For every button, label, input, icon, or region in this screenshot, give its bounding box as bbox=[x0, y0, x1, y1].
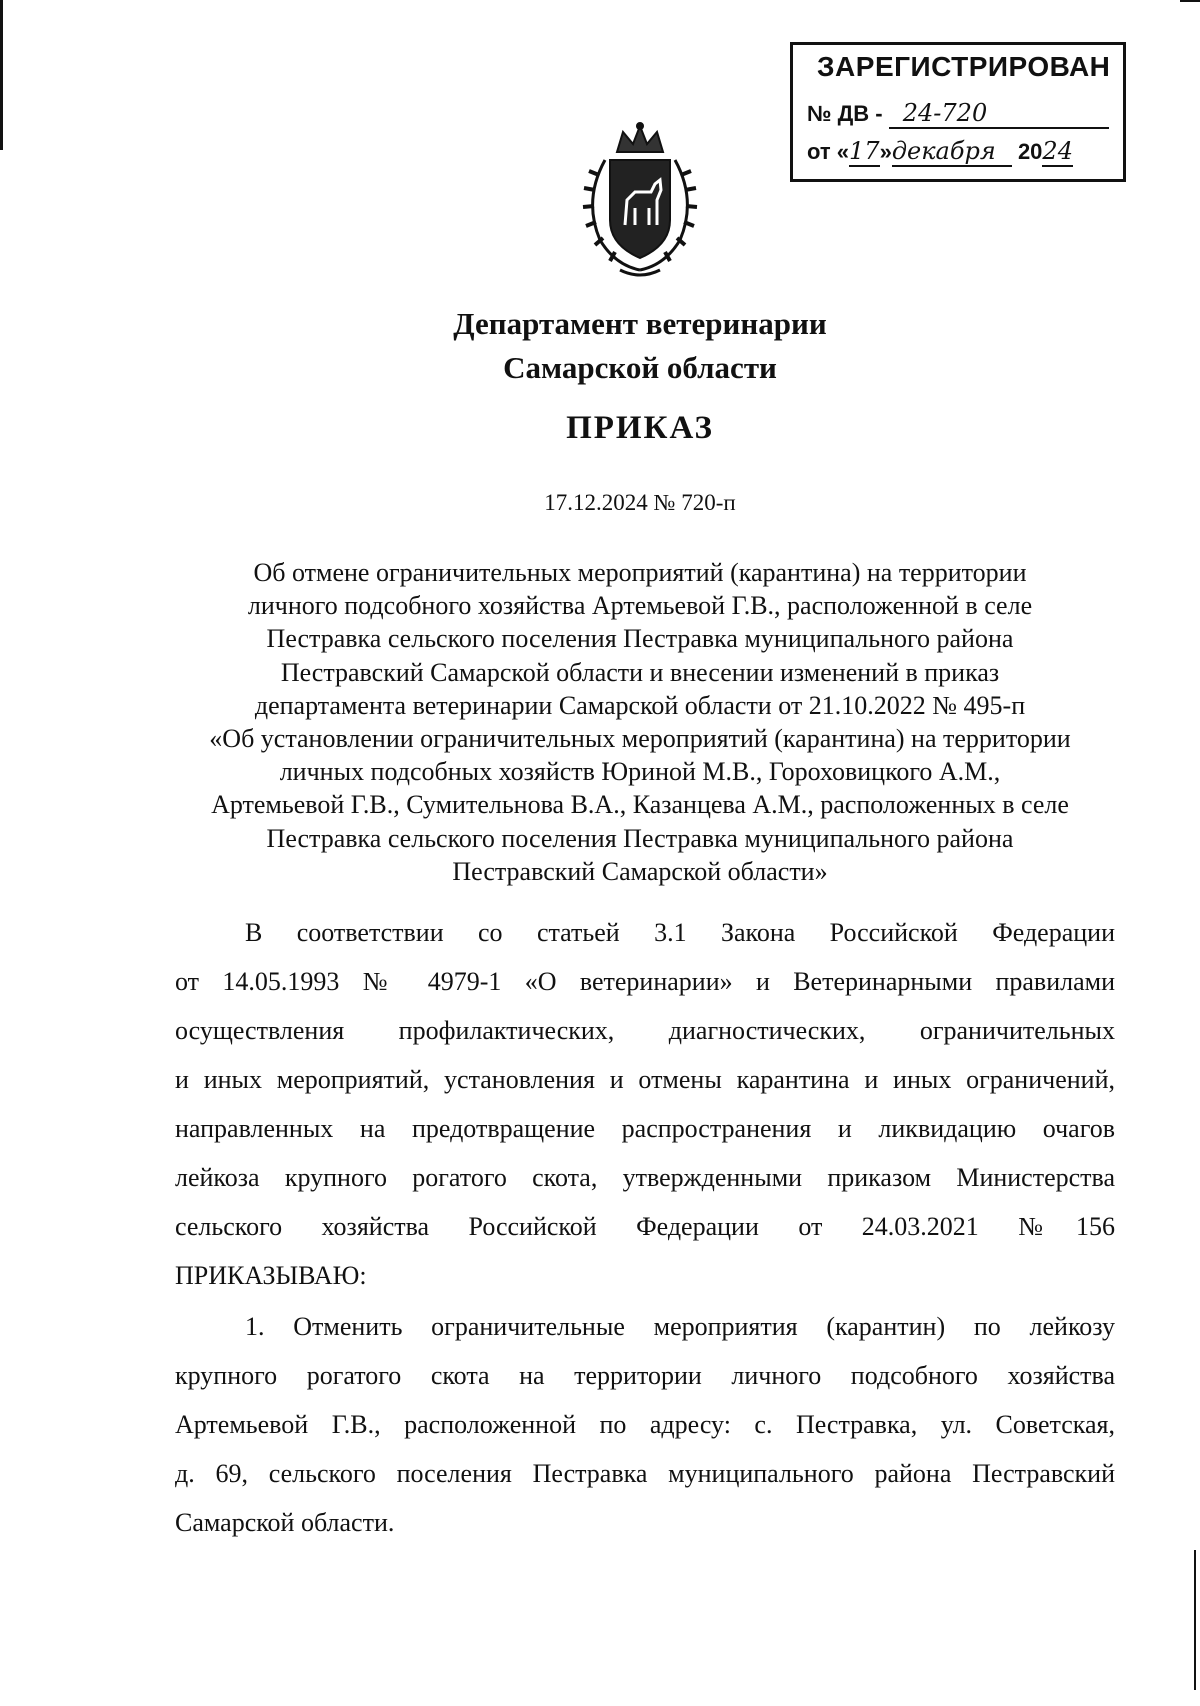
coat-of-arms-icon bbox=[565, 120, 715, 280]
item-line: Артемьевой Г.В., расположенной по адресу: с. Пестравка, ул. Советская, bbox=[175, 1410, 1115, 1439]
preamble-line: осуществления профилактических, диагностических, ограничительных bbox=[175, 1016, 1115, 1045]
preamble-line: направленных на предотвращение распространения и ликвидацию очагов bbox=[175, 1114, 1115, 1143]
preamble-line: лейкоза крупного рогатого скота, утвержденными приказом Министерства bbox=[175, 1163, 1115, 1192]
preamble-line: В соответствии со статьей 3.1 Закона Российской Федерации bbox=[245, 918, 1115, 947]
stamp-date-mid: » bbox=[879, 139, 892, 164]
scan-edge-mark-right bbox=[1194, 1550, 1196, 1690]
registration-stamp bbox=[790, 42, 1126, 182]
stamp-date-row bbox=[807, 137, 1073, 167]
scan-edge-mark-top bbox=[1180, 0, 1200, 2]
stamp-number-label: № ДВ - bbox=[807, 101, 883, 126]
subject-line: личных подсобных хозяйств Юриной М.В., Гороховицкого А.М., bbox=[279, 757, 1001, 787]
subject-line: Пестравка сельского поселения Пестравка муниципального района bbox=[266, 823, 1014, 853]
order-date-number: 17.12.2024 № 720-п bbox=[544, 490, 736, 515]
stamp-date-year-prefix: 20 bbox=[1017, 139, 1043, 164]
item-line: д. 69, сельского поселения Пестравка муниципального района Пестравский bbox=[175, 1459, 1115, 1488]
preamble-line: сельского хозяйства Российской Федерации от 24.03.2021 №156 bbox=[175, 1212, 1115, 1241]
stamp-date-day: 17 bbox=[849, 137, 880, 165]
document-type: ПРИКАЗ bbox=[566, 410, 714, 446]
subject-line: департамента ветеринарии Самарской области от 21.10.2022 № 495-п bbox=[254, 690, 1026, 720]
stamp-date-prefix: от « bbox=[807, 139, 850, 164]
department-name bbox=[160, 302, 1120, 390]
subject-line: Пестравка сельского поселения Пестравка муниципального района bbox=[266, 624, 1014, 654]
preamble-paragraph bbox=[175, 908, 1115, 1300]
order-directive: ПРИКАЗЫВАЮ: bbox=[175, 1261, 367, 1290]
item-line: 1. Отменить ограничительные мероприятия (карантин) по лейкозу bbox=[245, 1312, 1115, 1341]
item-line: крупного рогатого скота на территории личного подсобного хозяйства bbox=[175, 1361, 1115, 1390]
stamp-title: ЗАРЕГИСТРИРОВАН bbox=[817, 51, 1111, 82]
stamp-number-row bbox=[807, 99, 1109, 129]
item-line: Самарской области. bbox=[175, 1508, 395, 1537]
subject-line: Пестравский Самарской области» bbox=[452, 856, 828, 886]
subject-line: Об отмене ограничительных мероприятий (карантина) на территории bbox=[253, 558, 1027, 587]
stamp-date-year-suffix: 24 bbox=[1042, 137, 1073, 165]
order-subject bbox=[160, 556, 1120, 888]
subject-line: личного подсобного хозяйства Артемьевой Г.В., расположенной в селе bbox=[247, 591, 1033, 621]
order-item-1 bbox=[175, 1302, 1115, 1547]
department-line-1: Департамент ветеринарии bbox=[453, 306, 827, 341]
stamp-date-month: декабря bbox=[892, 137, 1012, 167]
stamp-number-value: 24-720 bbox=[902, 99, 988, 127]
scan-edge-mark-left bbox=[0, 0, 3, 150]
subject-line: Пестравский Самарской области и внесении изменений в приказ bbox=[280, 657, 1000, 687]
subject-line: «Об установлении ограничительных мероприятий (карантина) на территории bbox=[209, 724, 1071, 754]
department-line-2: Самарской области bbox=[503, 350, 777, 385]
preamble-line: от 14.05.1993 № 4979-1 «О ветеринарии» и Ветеринарными правилами bbox=[175, 967, 1115, 996]
subject-line: Артемьевой Г.В., Сумительнова В.А., Казанцева А.М., расположенных в селе bbox=[211, 790, 1069, 820]
stamp-number-line bbox=[889, 99, 1109, 129]
preamble-line: и иных мероприятий, установления и отмены карантина и иных ограничений, bbox=[175, 1065, 1115, 1094]
